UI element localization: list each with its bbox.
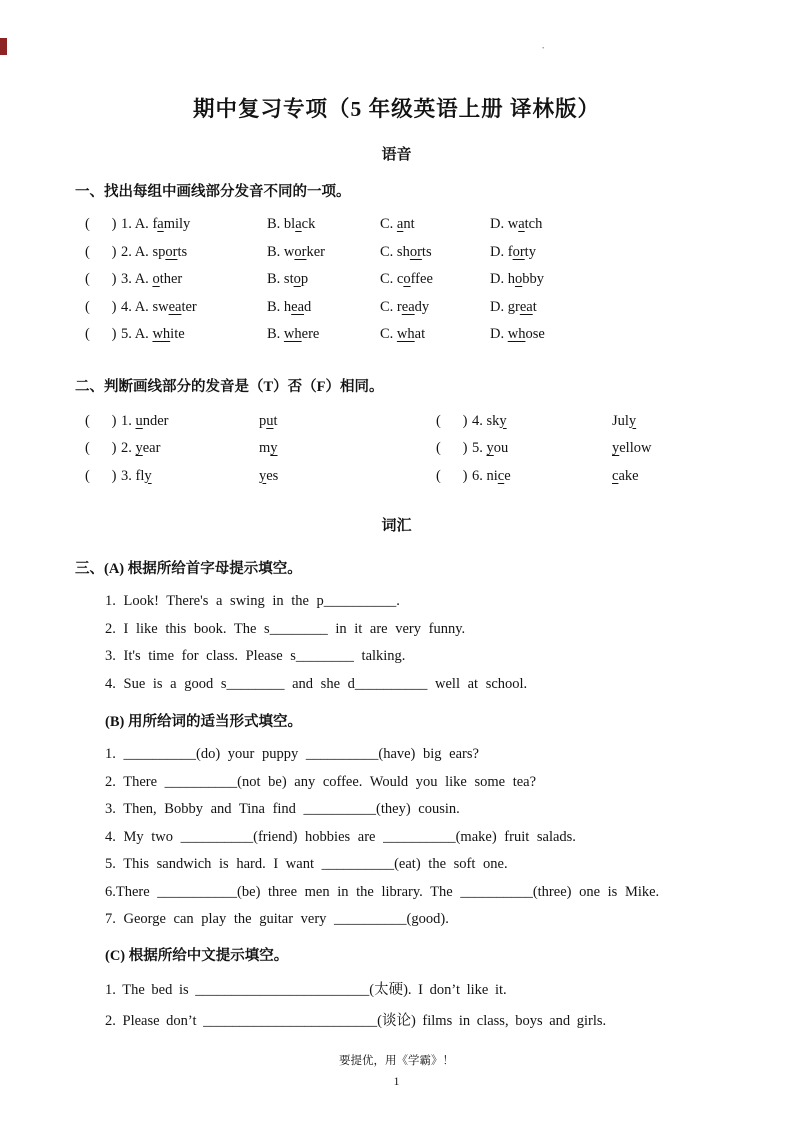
phonics-tf-row: [85, 463, 793, 491]
pair-word-2: [259, 435, 436, 463]
question-line: 1. Look! There's a swing in the p__________.: [105, 593, 400, 609]
pair-word-2: [612, 435, 651, 463]
underlined-part: y: [259, 467, 267, 484]
option-b: [267, 211, 380, 239]
option-label: D.: [490, 326, 508, 342]
word-part: ni: [486, 467, 498, 484]
partC-lines: [0, 975, 793, 1037]
word-part: ts: [177, 243, 188, 260]
option-label: D.: [490, 298, 508, 315]
word-part: gr: [507, 298, 520, 315]
underlined-part: a: [295, 216, 302, 232]
word-part: ter: [181, 298, 197, 315]
option-label: C.: [380, 271, 397, 287]
answer-paren: ( ): [85, 298, 117, 315]
word-part: dy: [414, 298, 430, 315]
word-part: sh: [396, 243, 410, 260]
word-part: e: [504, 467, 511, 484]
word-part: st: [283, 271, 294, 287]
option-label: A.: [134, 216, 153, 232]
option-label: D.: [490, 216, 508, 232]
question-number: 1.: [121, 216, 135, 232]
word-part: ck: [301, 216, 316, 232]
answer-paren: ( ): [436, 412, 468, 429]
underlined-part: c: [612, 467, 619, 484]
question-line: 5. This sandwich is hard. I want __________(eat) the soft one.: [105, 856, 508, 872]
option-b: [267, 266, 380, 294]
partC-heading: (C) 根据所给中文提示填空。: [105, 947, 289, 964]
pair-word-1: [121, 463, 259, 491]
option-c: [380, 211, 490, 239]
option-label: D.: [490, 271, 508, 287]
underlined-part: y: [628, 412, 637, 429]
partA-lines: [0, 588, 793, 698]
answer-paren: ( ): [85, 412, 117, 429]
word-part: w: [283, 243, 295, 260]
pair-word-1: [472, 463, 612, 491]
word-part: m: [259, 440, 271, 456]
underlined-part: or: [512, 243, 525, 260]
underlined-part: or: [409, 243, 422, 260]
underlined-part: wh: [507, 326, 526, 342]
word-part: ker: [306, 243, 326, 260]
answer-paren: ( ): [85, 271, 117, 287]
question-number: 6.: [472, 467, 487, 484]
pair-word-2: [259, 408, 436, 436]
section-heading-vocabulary: 词汇: [381, 518, 412, 534]
question-line: 6.There ___________(be) three men in the library. The __________(three) one is Mike.: [105, 883, 660, 900]
underlined-part: wh: [283, 326, 302, 342]
option-c: [380, 321, 490, 349]
underlined-part: c: [497, 467, 505, 484]
option-a: [121, 211, 267, 239]
word-part: t: [532, 298, 537, 315]
question-line: 4. Sue is a good s________ and she d__________ well at school.: [105, 675, 528, 692]
word-part: tch: [524, 216, 543, 232]
question-line: 4. My two __________(friend) hobbies are __________(make) fruit salads.: [105, 828, 576, 845]
question-number: 1.: [121, 412, 136, 429]
underlined-part: o: [152, 271, 160, 287]
answer-paren: ( ): [436, 467, 468, 484]
word-part: bby: [522, 271, 544, 287]
option-c: [380, 266, 490, 294]
phonics-tf-row: [85, 408, 793, 436]
phonics-choice-row: [85, 294, 793, 322]
option-label: B.: [267, 243, 284, 260]
answer-paren: ( ): [85, 440, 117, 456]
word-part: f: [152, 216, 158, 232]
underlined-part: a: [157, 216, 164, 232]
question-number: 2.: [121, 440, 136, 456]
word-part: t: [273, 412, 278, 429]
word-part: Jul: [612, 412, 629, 429]
option-label: A.: [134, 326, 153, 342]
word-part: h: [507, 271, 515, 287]
option-b: [267, 321, 380, 349]
underlined-part: wh: [152, 326, 171, 342]
word-part: w: [507, 216, 519, 232]
word-part: at: [414, 326, 426, 342]
underlined-part: ea: [401, 298, 415, 315]
partA-heading: 三、(A) 根据所给首字母提示填空。: [75, 561, 302, 577]
question-number: 2.: [121, 243, 135, 260]
part2-heading: 二、判断画线部分的发音是（T）否（F）相同。: [75, 378, 384, 395]
option-label: A.: [134, 298, 153, 315]
word-part: sp: [152, 243, 166, 260]
stray-dot: ·: [541, 40, 546, 55]
word-part: c: [396, 271, 404, 287]
pair-word-2: [259, 463, 436, 491]
option-label: A.: [134, 243, 153, 260]
phonics-choice-row: [85, 211, 793, 239]
footer-slogan: 要提优，用《学霸》！: [339, 1055, 454, 1067]
answer-paren: ( ): [436, 440, 468, 456]
word-part: r: [396, 298, 402, 315]
question-number: 4.: [472, 412, 487, 429]
option-a: [121, 239, 267, 267]
section-heading-phonetics: 语音: [381, 147, 412, 163]
underlined-part: ea: [291, 298, 305, 315]
option-label: C.: [380, 216, 397, 232]
word-part: ear: [142, 440, 161, 456]
option-label: B.: [267, 326, 284, 342]
underlined-part: a: [518, 216, 525, 232]
word-part: ts: [421, 243, 432, 260]
underlined-part: o: [293, 271, 301, 287]
question-number: 5.: [472, 440, 487, 456]
option-label: A.: [134, 271, 153, 287]
word-part: ffee: [410, 271, 433, 287]
question-line: 2. Please don’t ________________________(谈论) films in class, boys and girls.: [105, 1012, 607, 1029]
underlined-part: y: [135, 440, 143, 456]
option-label: B.: [267, 271, 284, 287]
answer-paren: ( ): [85, 243, 117, 260]
option-b: [267, 239, 380, 267]
underlined-part: y: [144, 467, 152, 484]
word-part: ellow: [619, 440, 652, 456]
phonics-tf-row: [85, 435, 793, 463]
word-part: p: [259, 412, 267, 429]
question-line: 3. It's time for class. Please s________ talking.: [105, 648, 406, 664]
question-line: 3. Then, Bobby and Tina find __________(they) cousin.: [105, 801, 460, 817]
part1-rows: [0, 211, 793, 349]
page-title: 期中复习专项（5 年级英语上册 译林版）: [192, 97, 600, 121]
word-part: ere: [301, 326, 320, 342]
underlined-part: o: [403, 271, 411, 287]
word-part: ake: [618, 467, 639, 484]
question-line: 1. The bed is ________________________(太硬). I don’t like it.: [105, 981, 507, 998]
underlined-part: y: [612, 440, 620, 456]
option-b: [267, 294, 380, 322]
question-number: 4.: [121, 298, 135, 315]
corner-mark: [0, 38, 7, 55]
word-part: sw: [152, 298, 169, 315]
option-a: [121, 321, 267, 349]
option-d: [490, 211, 542, 239]
question-number: 5.: [121, 326, 135, 342]
question-number: 3.: [121, 467, 136, 484]
word-part: h: [283, 298, 292, 315]
partB-heading: (B) 用所给词的适当形式填空。: [105, 714, 302, 730]
word-part: es: [266, 467, 279, 484]
word-part: sk: [486, 412, 500, 429]
phonics-choice-row: [85, 321, 793, 349]
underlined-part: u: [266, 412, 274, 429]
option-d: [490, 294, 537, 322]
word-part: nder: [142, 412, 169, 429]
option-c: [380, 294, 490, 322]
answer-paren: ( ): [85, 326, 117, 342]
word-part: ose: [525, 326, 545, 342]
option-label: C.: [380, 326, 397, 342]
underlined-part: ea: [168, 298, 182, 315]
word-part: ty: [524, 243, 536, 260]
word-part: f: [507, 243, 513, 260]
pair-word-1: [121, 435, 259, 463]
phonics-choice-row: [85, 266, 793, 294]
underlined-part: or: [294, 243, 307, 260]
question-line: 1. __________(do) your puppy __________(have) big ears?: [105, 746, 479, 762]
word-part: ite: [170, 326, 185, 342]
pair-word-1: [472, 408, 612, 436]
pair-word-1: [121, 408, 259, 436]
word-part: d: [304, 298, 312, 315]
underlined-part: wh: [396, 326, 415, 342]
pair-word-2: [612, 408, 636, 436]
option-d: [490, 321, 545, 349]
underlined-part: u: [135, 412, 143, 429]
option-label: C.: [380, 298, 397, 315]
underlined-part: or: [165, 243, 178, 260]
part2-rows: [0, 408, 793, 491]
question-line: 2. I like this book. The s________ in it are very funny.: [105, 620, 466, 637]
option-label: B.: [267, 298, 284, 315]
answer-paren: ( ): [85, 467, 117, 484]
word-part: mily: [163, 216, 191, 232]
underlined-part: o: [514, 271, 523, 287]
word-part: ou: [493, 440, 509, 456]
question-number: 3.: [121, 271, 135, 287]
word-part: nt: [403, 216, 415, 232]
option-label: D.: [490, 243, 508, 260]
option-a: [121, 294, 267, 322]
word-part: ther: [159, 271, 183, 287]
answer-paren: ( ): [85, 216, 117, 232]
underlined-part: y: [499, 412, 507, 429]
partB-lines: [0, 741, 793, 934]
option-label: B.: [267, 216, 284, 232]
question-line: 7. George can play the guitar very __________(good).: [105, 911, 449, 927]
question-line: 2. There __________(not be) any coffee. Would you like some tea?: [105, 773, 537, 790]
option-label: C.: [380, 243, 397, 260]
underlined-part: y: [486, 440, 494, 456]
underlined-part: y: [270, 440, 278, 456]
part1-heading: 一、找出每组中画线部分发音不同的一项。: [75, 184, 351, 200]
word-part: fl: [135, 467, 145, 484]
option-a: [121, 266, 267, 294]
underlined-part: a: [396, 216, 404, 232]
option-d: [490, 239, 536, 267]
word-part: bl: [283, 216, 296, 232]
underlined-part: ea: [519, 298, 533, 315]
page-number: 1: [393, 1076, 400, 1088]
option-c: [380, 239, 490, 267]
pair-word-1: [472, 435, 612, 463]
pair-word-2: [612, 463, 639, 491]
word-part: p: [300, 271, 309, 287]
phonics-choice-row: [85, 239, 793, 267]
option-d: [490, 266, 544, 294]
